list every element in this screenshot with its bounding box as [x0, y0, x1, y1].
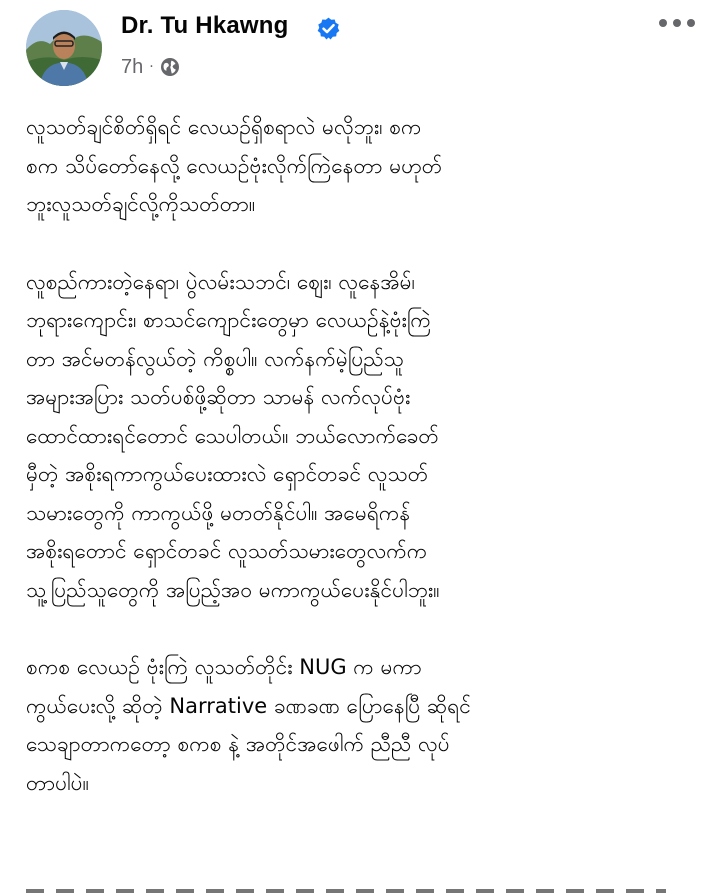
globe-icon[interactable] [160, 57, 180, 77]
verified-badge-icon [316, 16, 341, 41]
meta-separator: · [149, 59, 154, 75]
post-header [0, 0, 720, 100]
more-options-icon[interactable] [659, 14, 701, 32]
author-name[interactable]: Dr. Tu Hkawng [121, 12, 289, 39]
more-dot [687, 19, 695, 27]
post-paragraph-1: လူသတ်ချင်စိတ်ရှိရင် လေယဉ်ရှိစရာလဲ မလိုဘူး၊ စက စက သိပ်တော်နေလို့ လေယဉ်ဗုံးလိုက်ကြဲနေတာ မဟုတ် ဘူးလူသတ်ချင်လို့ကိုသတ်တာ။ [26, 115, 443, 216]
post-timestamp[interactable]: 7h [121, 55, 144, 78]
post-body [26, 108, 698, 841]
truncated-next-line [26, 884, 666, 895]
author-avatar[interactable] [26, 10, 102, 86]
post-meta [121, 54, 180, 80]
more-dot [659, 19, 667, 27]
more-dot [673, 19, 681, 27]
post-paragraph-2: လူစည်ကားတဲ့နေရာ၊ ပွဲလမ်းသဘင်၊ ဈေး၊ လူနေအိမ်၊ ဘုရားကျောင်း၊ စာသင်ကျောင်းတွေမှာ လေယဉ်နဲ့ဗုံးကြဲ တာ အင်မတန်လွယ်တဲ့ ကိစ္စပါ။ လက်နက်မဲ့ပြည်သူ အများအပြား သတ်ပစ်ဖို့ဆိုတာ သာမန် လက်လုပ်ဗုံး ထောင်ထားရင်တောင် သေပါတယ်။ ဘယ်လောက်ခေတ် မှီတဲ့ အစိုးရကာကွယ်ပေးထားလဲ ရှောင်တခင် လူသတ် သမားတွေကို ကာကွယ်ဖို့ မတတ်နိုင်ပါ။ အမေရိကန် အစိုးရတောင် ရှောင်တခင် လူသတ်သမားတွေလက်က သူ့ပြည်သူတွေကို အပြည့်အဝ မကာကွယ်ပေးနိုင်ပါဘူး။ [26, 269, 440, 602]
post-paragraph-3: စကစ လေယဉ် ဗုံးကြဲ လူသတ်တိုင်း NUG က မကာ ကွယ်ပေးလို့ ဆိုတဲ့ Narrative ခဏခဏ ပြောနေပြီ ဆိုရင် သေချာတာကတော့ စကစ နဲ့ အတိုင်အဖေါက် ညီညီ လုပ် တာပါပဲ။ [26, 655, 471, 795]
avatar-photo [26, 10, 102, 86]
